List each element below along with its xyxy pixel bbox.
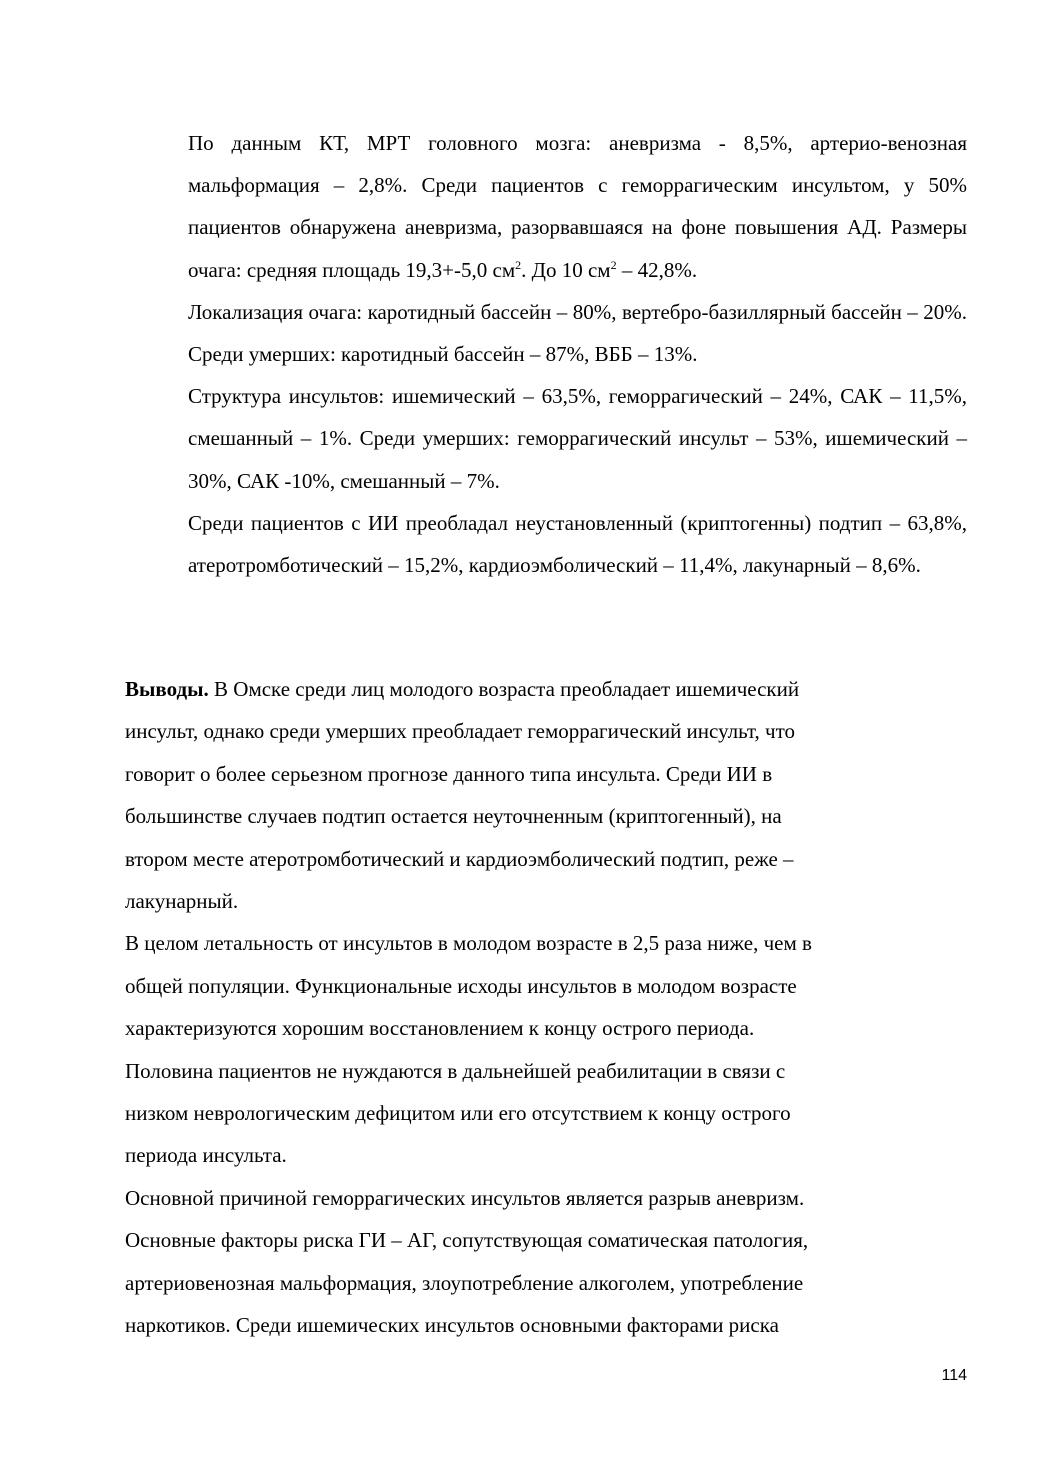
text-line: инсульт, однако среди умерших преобладает геморрагический инсульт, что (125, 719, 795, 744)
text-line: Половина пациентов не нуждаются в дальнейшей реабилитации в связи с (125, 1058, 786, 1083)
results-paragraph-localization: Локализация очага: каротидный бассейн – 80%, вертебро-базиллярный бассейн – 20%. Среди умерших: каротидный бассейн – 87%, ВББ – 13%. (188, 299, 967, 367)
conclusions-block (125, 668, 925, 1347)
text-line: наркотиков. Среди ишемических инсультов основными факторами риска (125, 1313, 779, 1338)
conclusions-label: Выводы. (125, 677, 209, 701)
text-line: лакунарный. (125, 889, 239, 914)
conclusions-paragraph-2 (125, 922, 925, 1176)
imaging-text: . До 10 см (521, 257, 611, 282)
text-line: Основные факторы риска ГИ – АГ, сопутствующая соматическая патология, (125, 1228, 809, 1253)
text-line: В целом летальность от инсультов в молодом возрасте в 2,5 раза ниже, чем в (125, 931, 812, 956)
text-line: артериовенозная мальформация, злоупотребление алкоголем, употребление (125, 1270, 804, 1295)
conclusions-paragraph-1 (125, 668, 925, 922)
text-line: В Омске среди лиц молодого возраста преобладает ишемический (208, 677, 800, 701)
superscript: 2 (610, 257, 617, 272)
text-line: втором месте атеротромботический и кардиоэмболический подтип, реже – (125, 846, 794, 871)
conclusions-paragraph-3 (125, 1177, 925, 1347)
text-line: общей популяции. Функциональные исходы инсультов в молодом возрасте (125, 973, 797, 998)
text-line: Основной причиной геморрагических инсультов является разрыв аневризм. (125, 1185, 805, 1210)
text-line: характеризуются хорошим восстановлением к концу острого периода. (125, 1016, 755, 1041)
results-paragraph-subtypes: Среди пациентов с ИИ преобладал неустановленный (криптогенны) подтип – 63,8%, атеротромботический – 15,2%, кардиоэмболический – 11,4%, лакунарный – 8,6%. (188, 510, 967, 578)
text-line: периода инсульта. (125, 1143, 287, 1168)
text-line: говорит о более серьезном прогнозе данного типа инсульта. Среди ИИ в (125, 761, 773, 786)
imaging-text: По данным КТ, МРТ головного мозга: аневризма - 8,5%, артерио-венозная мальформация – 2,8%. Среди пациентов с геморрагическим инсультом, у 50% пациентов обнаружена аневризма, разорвавшаяся на фоне повышения АД. Размеры очага: средняя площадь 19,3+-5,0 см (188, 131, 967, 282)
results-paragraph-structure: Структура инсультов: ишемический – 63,5%, геморрагический – 24%, САК – 11,5%, смешанный – 1%. Среди умерших: геморрагический инсульт – 53%, ишемический – 30%, САК -10%, смешанный – 7%. (188, 384, 967, 493)
text-line: низком неврологическим дефицитом или его отсутствием к концу острого (125, 1101, 791, 1126)
superscript: 2 (515, 257, 522, 272)
imaging-text: – 42,8%. (616, 257, 698, 282)
text-line: большинстве случаев подтип остается неуточненным (криптогенный), на (125, 804, 782, 829)
results-paragraph-imaging (188, 122, 967, 291)
results-block (188, 122, 967, 586)
page-number: 114 (941, 1367, 967, 1384)
